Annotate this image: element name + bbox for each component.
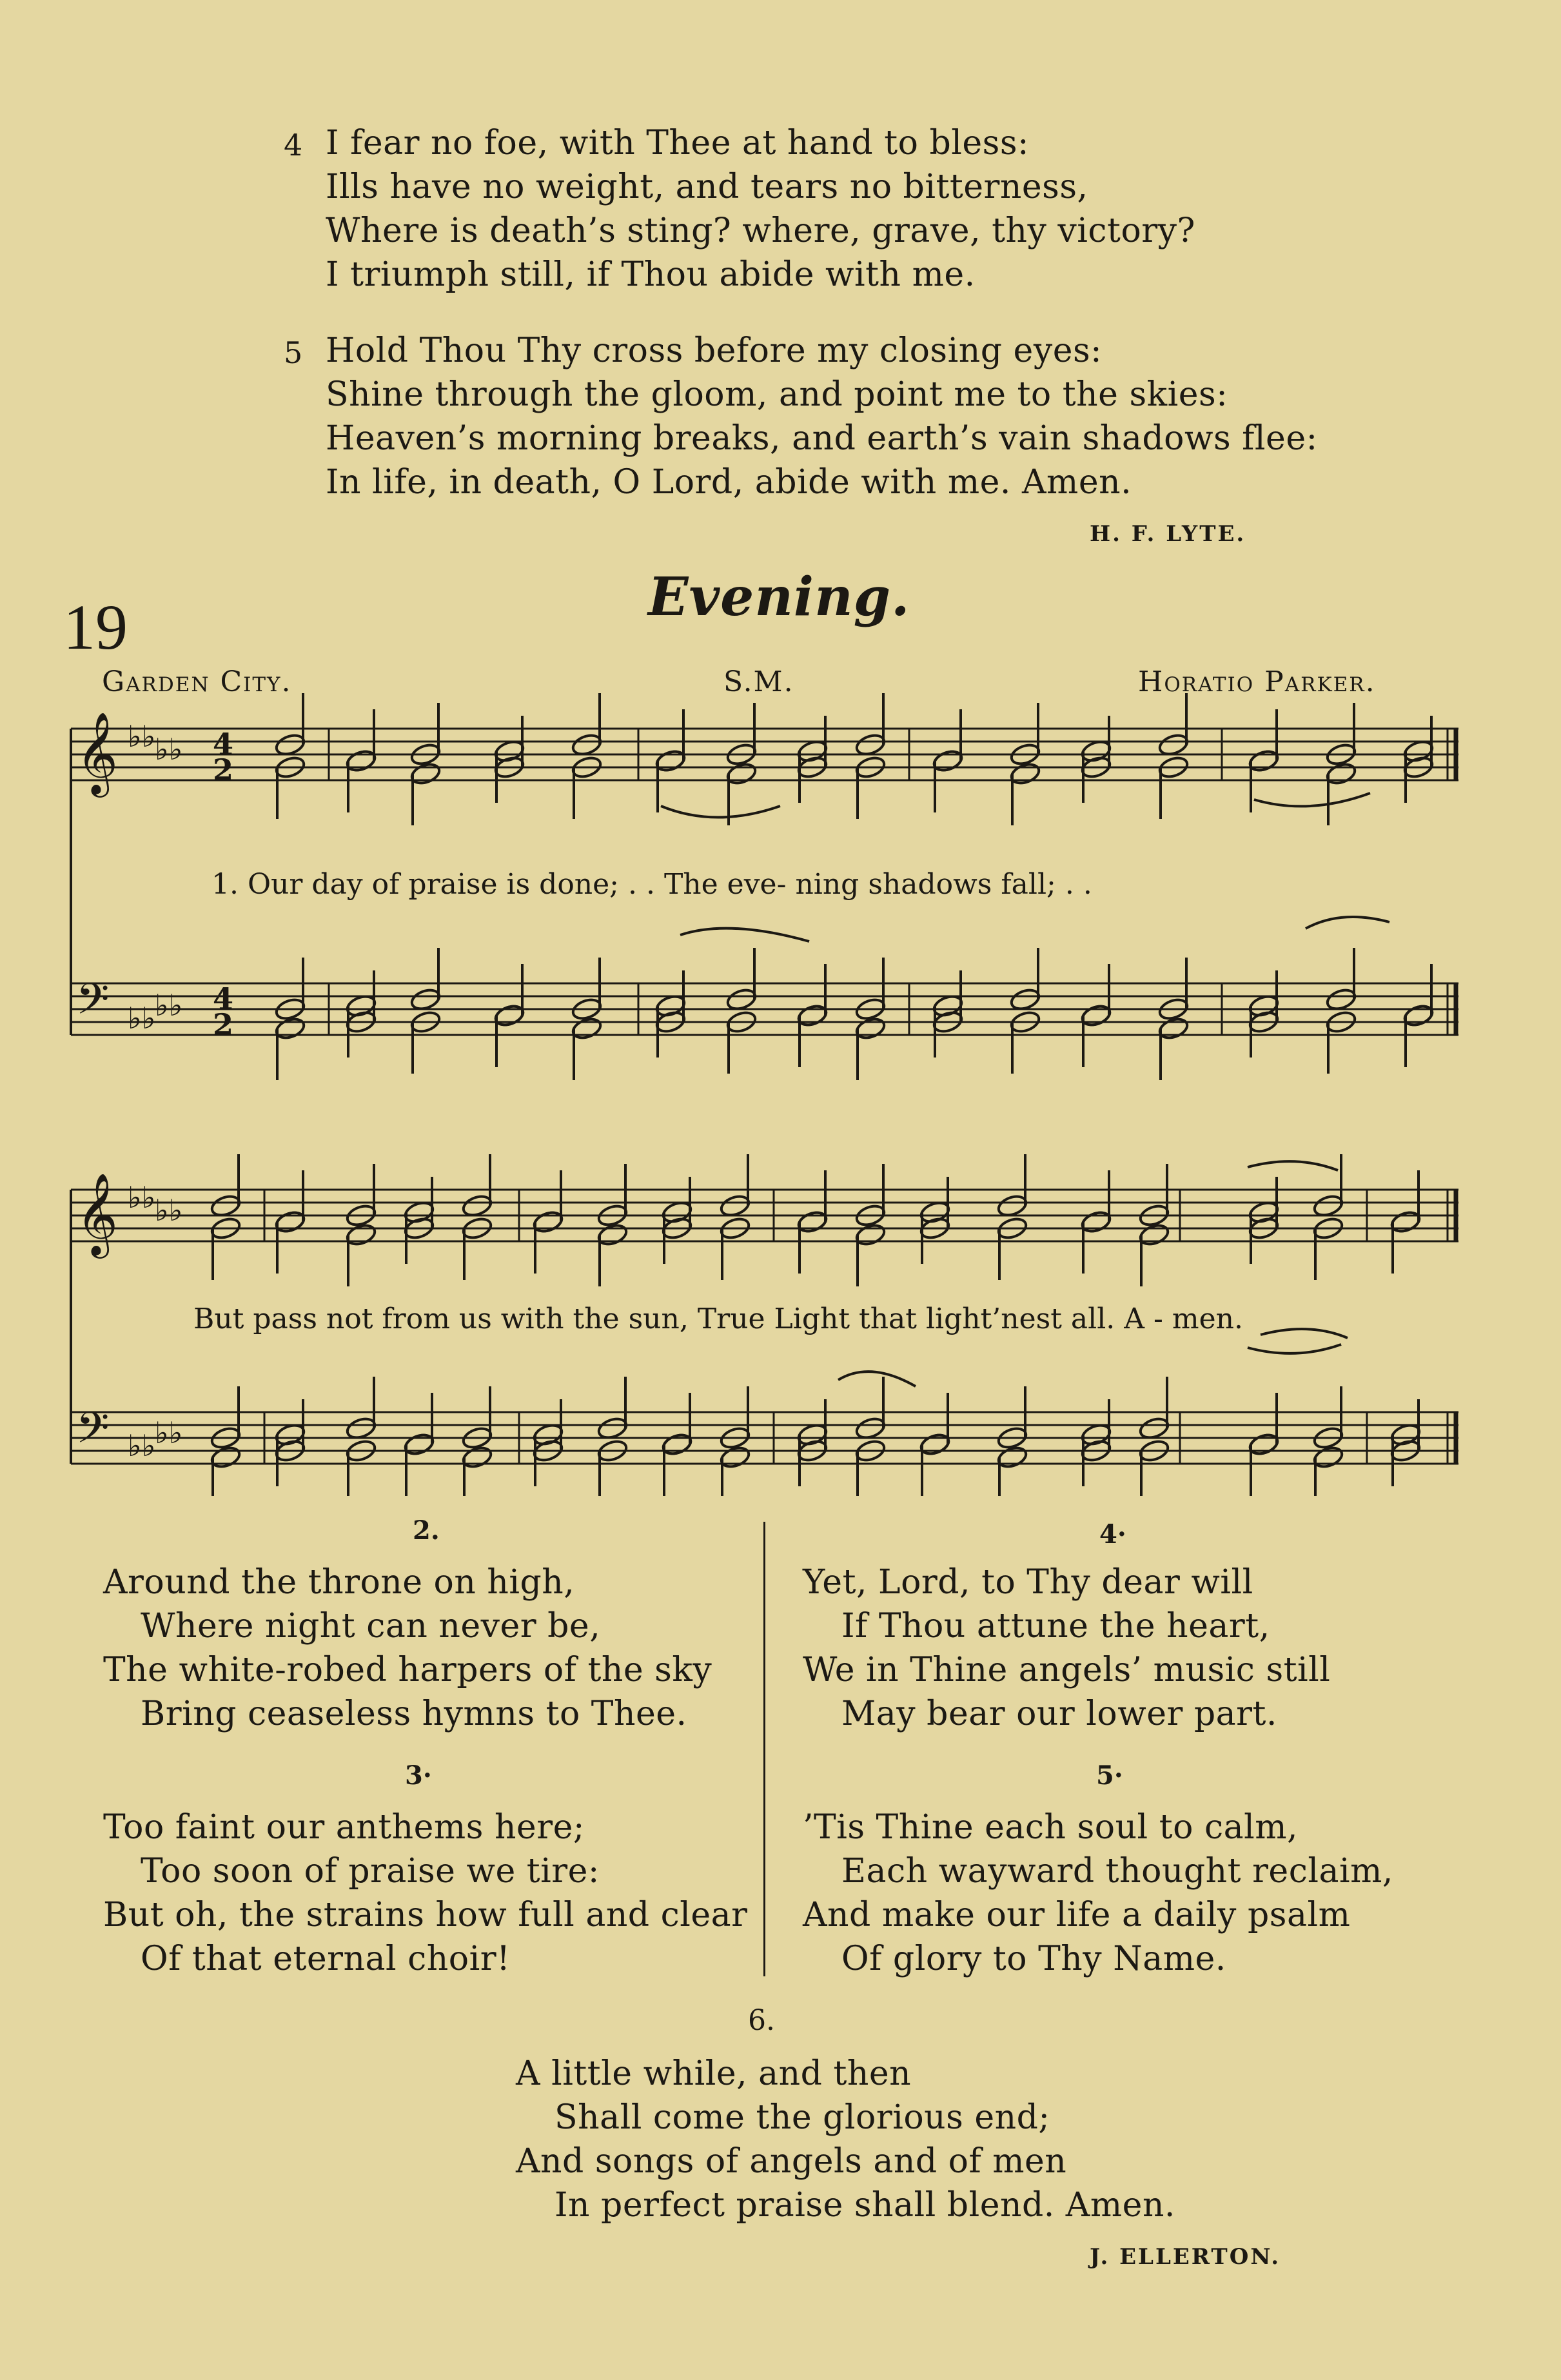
svg-text:4: 4 — [213, 981, 234, 1016]
svg-text:♭♭: ♭♭ — [155, 732, 183, 767]
stanza-4-line-3: Where is death’s sting? where, grave, thy victory? — [326, 211, 1195, 250]
stanza-6-line-3: And songs of angels and of men — [516, 2142, 1067, 2181]
stanza-5-line-3: Heaven’s morning breaks, and earth’s vain shadows flee: — [326, 419, 1318, 458]
lyric-line-1: 1. Our day of praise is done; . . The eve- ning shadows fall; . . — [211, 868, 1092, 901]
stanza-5b-line-2: Each wayward thought reclaim, — [841, 1852, 1393, 1891]
note-head — [532, 1209, 564, 1234]
svg-text:2: 2 — [213, 1007, 234, 1042]
stanza-2-line-3: The white-robed harpers of the sky — [103, 1651, 712, 1689]
note-head — [1402, 1003, 1435, 1028]
svg-text:♭♭: ♭♭ — [128, 719, 156, 754]
note-head — [345, 1222, 377, 1247]
composer: Horatio Parker. — [1138, 665, 1376, 698]
stanza-6-line-4: In perfect praise shall blend. Amen. — [555, 2186, 1175, 2225]
note-head — [932, 748, 964, 773]
stanza-2-line-2: Where night can never be, — [141, 1607, 601, 1646]
note-head — [661, 1431, 693, 1457]
stanza-5b-line-4: Of glory to Thy Name. — [841, 1940, 1226, 1978]
stanza-4b-line-2: If Thou attune the heart, — [841, 1607, 1270, 1646]
note-head — [796, 1003, 829, 1028]
note-head — [493, 1003, 525, 1028]
svg-text:♭♭: ♭♭ — [155, 988, 183, 1023]
stanza-3-line-4: Of that eternal choir! — [141, 1940, 511, 1978]
note-head — [854, 1222, 887, 1247]
tune-name: Garden City. — [102, 665, 292, 698]
hymn-title: Evening. — [648, 566, 910, 628]
stanza-4b-line-1: Yet, Lord, to Thy dear will — [803, 1563, 1253, 1602]
treble-clef-icon: 𝄞 — [76, 1172, 119, 1255]
stanza-5-lower-number: 5· — [1096, 1760, 1123, 1791]
note-head — [210, 1444, 242, 1470]
lyric-line-2: But pass not from us with the sun, True Light that light’nest all. A - men. — [193, 1303, 1243, 1335]
stanza-2-line-4: Bring ceaseless hymns to Thee. — [141, 1695, 687, 1733]
note-head — [403, 1431, 435, 1457]
stanza-2-line-1: Around the throne on high, — [103, 1563, 575, 1602]
stanza-5-line-2: Shine through the gloom, and point me to the skies: — [326, 375, 1228, 414]
stanza-5-number: 5 — [284, 335, 303, 370]
note-head — [461, 1444, 493, 1470]
stanza-4-lower-number: 4· — [1099, 1519, 1126, 1549]
bottom-author: J. ELLERTON. — [1090, 2244, 1281, 2270]
note-head — [1325, 761, 1357, 786]
bass-clef-icon: 𝄢 — [76, 1403, 110, 1463]
note-head — [996, 1444, 1028, 1470]
note-head — [345, 748, 377, 773]
svg-text:2: 2 — [213, 752, 234, 787]
svg-text:♭♭: ♭♭ — [128, 1001, 156, 1036]
stanza-4b-line-3: We in Thine angels’ music still — [803, 1651, 1331, 1689]
note-head — [1248, 1431, 1280, 1457]
svg-text:♭♭: ♭♭ — [128, 1180, 156, 1215]
stanza-3-line-3: But oh, the strains how full and clear — [103, 1896, 748, 1934]
top-author: H. F. LYTE. — [1090, 521, 1246, 547]
hymn-number: 19 — [63, 591, 128, 663]
note-head — [719, 1444, 751, 1470]
stanza-4-line-4: I triumph still, if Thou abide with me. — [326, 255, 976, 294]
note-head — [596, 1222, 629, 1247]
note-head — [796, 1209, 829, 1234]
stanza-3-number: 3· — [405, 1760, 432, 1791]
treble-clef-icon: 𝄞 — [76, 711, 119, 794]
note-head — [854, 1016, 887, 1041]
note-head — [274, 1209, 306, 1234]
column-divider — [763, 1522, 765, 1976]
stanza-5-line-1: Hold Thou Thy cross before my closing eyes: — [326, 331, 1103, 370]
stanza-5-line-4: In life, in death, O Lord, abide with me. Amen. — [326, 463, 1132, 502]
note-head — [1248, 748, 1280, 773]
note-heads — [210, 693, 1435, 1496]
stanza-4b-line-4: May bear our lower part. — [841, 1695, 1277, 1733]
stanza-4-number: 4 — [284, 128, 303, 162]
note-head — [1389, 1209, 1422, 1234]
stanza-2-number: 2. — [413, 1515, 440, 1546]
note-head — [274, 1016, 306, 1041]
note-head — [1138, 1222, 1170, 1247]
stanza-3-line-1: Too faint our anthems here; — [103, 1808, 585, 1847]
stanza-3-line-2: Too soon of praise we tire: — [141, 1852, 600, 1891]
stanza-4-line-2: Ills have no weight, and tears no bitterness, — [326, 168, 1088, 206]
svg-text:♭♭: ♭♭ — [128, 1428, 156, 1463]
note-head — [725, 761, 758, 786]
note-head — [654, 748, 687, 773]
note-head — [1080, 1209, 1112, 1234]
svg-text:♭♭: ♭♭ — [155, 1415, 183, 1450]
note-head — [919, 1431, 951, 1457]
stanza-6-number: 6. — [748, 2004, 775, 2037]
bass-clef-icon: 𝄢 — [76, 974, 110, 1034]
meter: S.M. — [723, 665, 794, 698]
stanza-6-line-2: Shall come the glorious end; — [555, 2098, 1050, 2137]
note-head — [571, 1016, 603, 1041]
note-head — [1080, 1003, 1112, 1028]
svg-text:♭♭: ♭♭ — [155, 1193, 183, 1228]
stanza-5b-line-3: And make our life a daily psalm — [803, 1896, 1351, 1934]
note-head — [409, 761, 442, 786]
svg-text:4: 4 — [213, 727, 234, 762]
stanza-4-line-1: I fear no foe, with Thee at hand to bless: — [326, 124, 1030, 162]
note-head — [1009, 761, 1041, 786]
note-head — [1312, 1444, 1344, 1470]
stanza-6-line-1: A little while, and then — [516, 2054, 912, 2093]
note-head — [1157, 1016, 1190, 1041]
stanza-5b-line-1: ’Tis Thine each soul to calm, — [803, 1808, 1299, 1847]
